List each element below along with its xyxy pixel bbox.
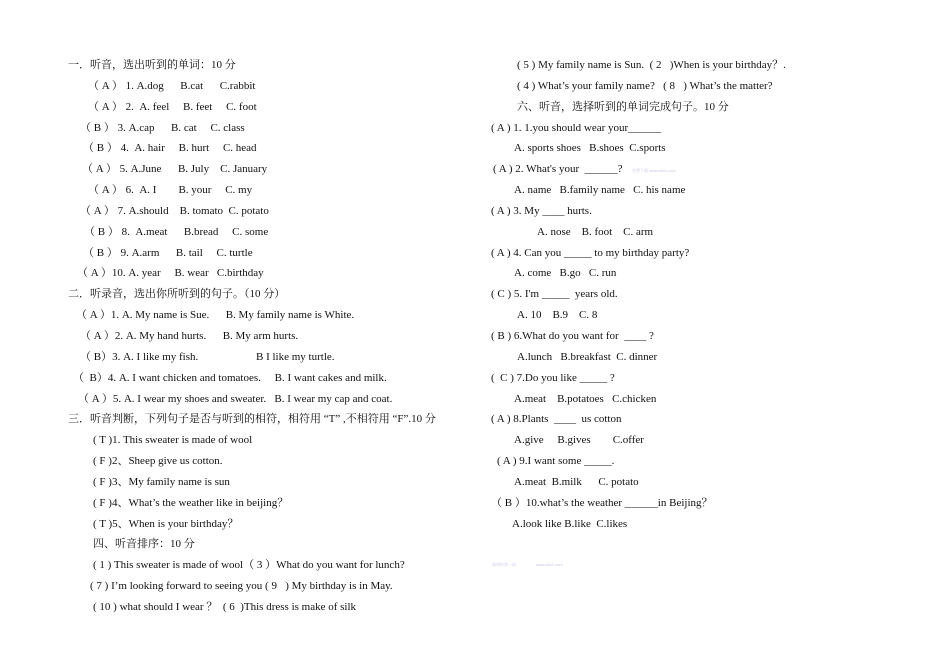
options-row: A.give B.gives C.offer xyxy=(514,434,644,446)
sentence-row: （ A ）2. A. My hand hurts. B. My arm hurts. xyxy=(80,330,299,342)
question-row: （ B ） 8. A.meat B.bread C. some xyxy=(84,226,269,238)
sentence-row: （ B）3. A. I like my fish. B I like my turtle. xyxy=(80,351,335,363)
judgement-row: ( T )5、When is your birthday？ xyxy=(93,518,239,530)
options-row: A.meat B.potatoes C.chicken xyxy=(514,393,657,405)
section-3-title: 三．听音判断，下列句子是否与听到的相符，相符用 “T” ,不相符用 “F”.10 分 xyxy=(68,413,436,425)
question-row: （ A ） 1. A.dog B.cat C.rabbit xyxy=(88,80,256,92)
question-row: ( C ) 5. I'm _____ years old. xyxy=(491,288,618,300)
watermark: 新课标第一网 xyxy=(492,562,516,567)
sentence-row: （ A ）5. A. I wear my shoes and sweater. B. I wear my cap and coat. xyxy=(78,393,393,405)
options-row: A. nose B. foot C. arm xyxy=(537,226,654,238)
question-row: （ B ） 9. A.arm B. tail C. turtle xyxy=(83,247,253,259)
options-row: A. 10 B.9 C. 8 xyxy=(517,309,598,321)
question-row: ( A ) 8.Plants ____ us cotton xyxy=(491,413,622,425)
section-4-title: 四、听音排序：10 分 xyxy=(93,538,195,550)
question-row: ( A ) 4. Can you _____ to my birthday party? xyxy=(491,247,690,259)
judgement-row: ( F )3、My family name is sun xyxy=(93,476,230,488)
question-row: （ A ） 7. A.should B. tomato C. potato xyxy=(80,205,269,217)
watermark: www.xkb1.com xyxy=(536,562,563,567)
sentence-row: （ A ）1. A. My name is Sue. B. My family name is White. xyxy=(76,309,355,321)
ordering-row: ( 7 ) I’m looking forward to seeing you ( 9 ) My birthday is in May. xyxy=(90,580,393,592)
question-row: （ A ） 6. A. I B. your C. my xyxy=(88,184,253,196)
question-row: （ B ）10.what’s the weather ______in Beijing？ xyxy=(491,497,713,509)
ordering-row: ( 4 ) What’s your family name? ( 8 ) What’s the matter? xyxy=(517,80,773,92)
judgement-row: ( T )1. This sweater is made of wool xyxy=(93,434,253,446)
question-row: （ A ） 5. A.June B. July C. January xyxy=(82,163,268,175)
question-row: ( B ) 6.What do you want for ____ ? xyxy=(491,330,654,342)
watermark: 免费下载 www.xkb1.com xyxy=(632,168,676,173)
options-row: A.look like B.like C.likes xyxy=(512,518,628,530)
question-row: ( A ) 1. 1.you should wear your______ xyxy=(491,122,662,134)
sentence-row: （ B）4. A. I want chicken and tomatoes. B. I want cakes and milk. xyxy=(73,372,387,384)
ordering-row: ( 5 ) My family name is Sun. ( 2 )When is your birthday？. xyxy=(517,59,786,71)
question-row: ( A ) 3. My ____ hurts. xyxy=(491,205,592,217)
question-row: ( C ) 7.Do you like _____ ? xyxy=(491,372,615,384)
ordering-row: ( 1 ) This sweater is made of wool（ 3 ）What do you want for lunch? xyxy=(93,559,405,571)
options-row: A. sports shoes B.shoes C.sports xyxy=(514,142,666,154)
section-6-title: 六、听音，选择听到的单词完成句子。10 分 xyxy=(517,101,729,113)
section-2-title: 二．听录音，选出你所听到的句子。（10 分） xyxy=(68,288,286,300)
question-row: （ A ）10. A. year B. wear C.birthday xyxy=(77,267,264,279)
question-row: （ A ） 2. A. feel B. feet C. foot xyxy=(88,101,257,113)
options-row: A. name B.family name C. his name xyxy=(514,184,686,196)
question-row: （ B ） 3. A.cap B. cat C. class xyxy=(80,122,245,134)
question-row: ( A ) 9.I want some _____. xyxy=(497,455,615,467)
options-row: A. come B.go C. run xyxy=(514,267,617,279)
options-row: A.meat B.milk C. potato xyxy=(514,476,639,488)
judgement-row: ( F )4、What’s the weather like in beijing？ xyxy=(93,497,289,509)
options-row: A.lunch B.breakfast C. dinner xyxy=(517,351,658,363)
section-1-title: 一．听音，选出听到的单词：10 分 xyxy=(68,59,236,71)
ordering-row: ( 10 ) what should I wear ？ ( 6 )This dress is make of silk xyxy=(93,601,357,613)
judgement-row: ( F )2、Sheep give us cotton. xyxy=(93,455,223,467)
question-row: ( A ) 2. What's your ______? xyxy=(493,163,623,175)
question-row: （ B ） 4. A. hair B. hurt C. head xyxy=(83,142,257,154)
